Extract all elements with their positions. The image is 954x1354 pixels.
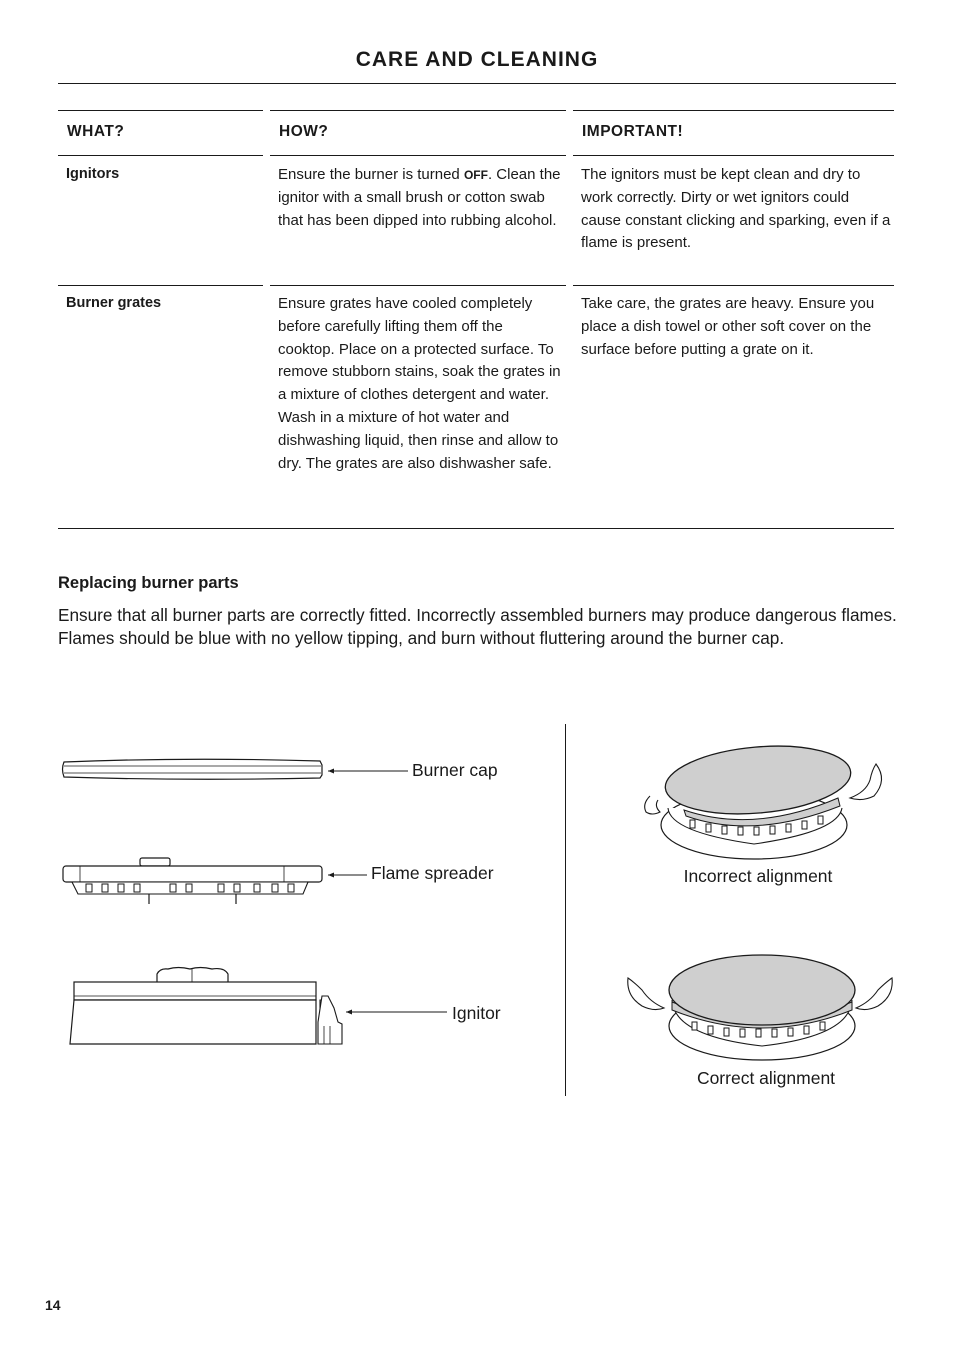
burner-cap-illustration	[58, 752, 428, 792]
column-header-what: WHAT?	[67, 123, 125, 140]
diagram-divider	[565, 724, 566, 1096]
row-rule-how	[270, 285, 566, 286]
section-heading: Replacing burner parts	[58, 574, 239, 592]
table-top-rule-what	[58, 110, 263, 111]
correct-alignment-caption: Correct alignment	[696, 1068, 836, 1088]
row-grates-how: Ensure grates have cooled completely before carefully lifting them off the cooktop. Place on a protected surface. To remove stubborn stains, soak the grates in a mixture of clothes detergent and water. Wash in a mixture of hot water and dishwashing liquid, then rinse and allow to dry. The grates are also dishwasher safe.	[278, 295, 561, 472]
row-grates-what: Burner grates	[66, 295, 162, 311]
incorrect-alignment-caption: Incorrect alignment	[683, 866, 833, 886]
title-divider	[58, 83, 896, 84]
how-text-start: Ensure the burner is turned	[278, 166, 460, 183]
table-bottom-rule	[58, 528, 894, 529]
row-ignitors-what: Ignitors	[66, 166, 120, 182]
ignitor-illustration	[58, 962, 458, 1054]
flame-spreader-illustration	[58, 852, 378, 910]
how-text-end: . Clean the ignitor with a small brush or cotton swab that has been dipped into rubbing alcohol.	[278, 166, 561, 229]
row-rule-what	[58, 285, 263, 286]
burner-cap-label: Burner cap	[412, 760, 498, 780]
flame-spreader-label: Flame spreader	[371, 863, 494, 883]
page-number: 14	[45, 1297, 61, 1313]
off-smallcaps: OFF	[463, 168, 488, 182]
row-ignitors-important: The ignitors must be kept clean and dry to work correctly. Dirty or wet ignitors could cause constant clicking and sparking, even if a flame is present.	[581, 166, 891, 252]
header-rule-important	[573, 155, 894, 156]
page-title: CARE AND CLEANING	[355, 48, 599, 71]
incorrect-alignment-illustration	[630, 740, 890, 865]
section-body: Ensure that all burner parts are correctly fitted. Incorrectly assembled burners may produce dangerous flames. Flames should be blue with no yellow tipping, and burn without fluttering around the burner cap.	[58, 605, 897, 648]
ignitor-label: Ignitor	[452, 1003, 501, 1023]
row-rule-important	[573, 285, 894, 286]
correct-alignment-illustration	[620, 944, 900, 1066]
header-rule-what	[58, 155, 263, 156]
row-ignitors-how	[278, 164, 563, 232]
column-header-important: IMPORTANT!	[582, 123, 684, 140]
row-grates-important: Take care, the grates are heavy. Ensure you place a dish towel or other soft cover on the surface before putting a grate on it.	[581, 295, 875, 358]
table-top-rule-how	[270, 110, 566, 111]
column-header-how: HOW?	[279, 123, 329, 140]
table-top-rule-important	[573, 110, 894, 111]
header-rule-how	[270, 155, 566, 156]
